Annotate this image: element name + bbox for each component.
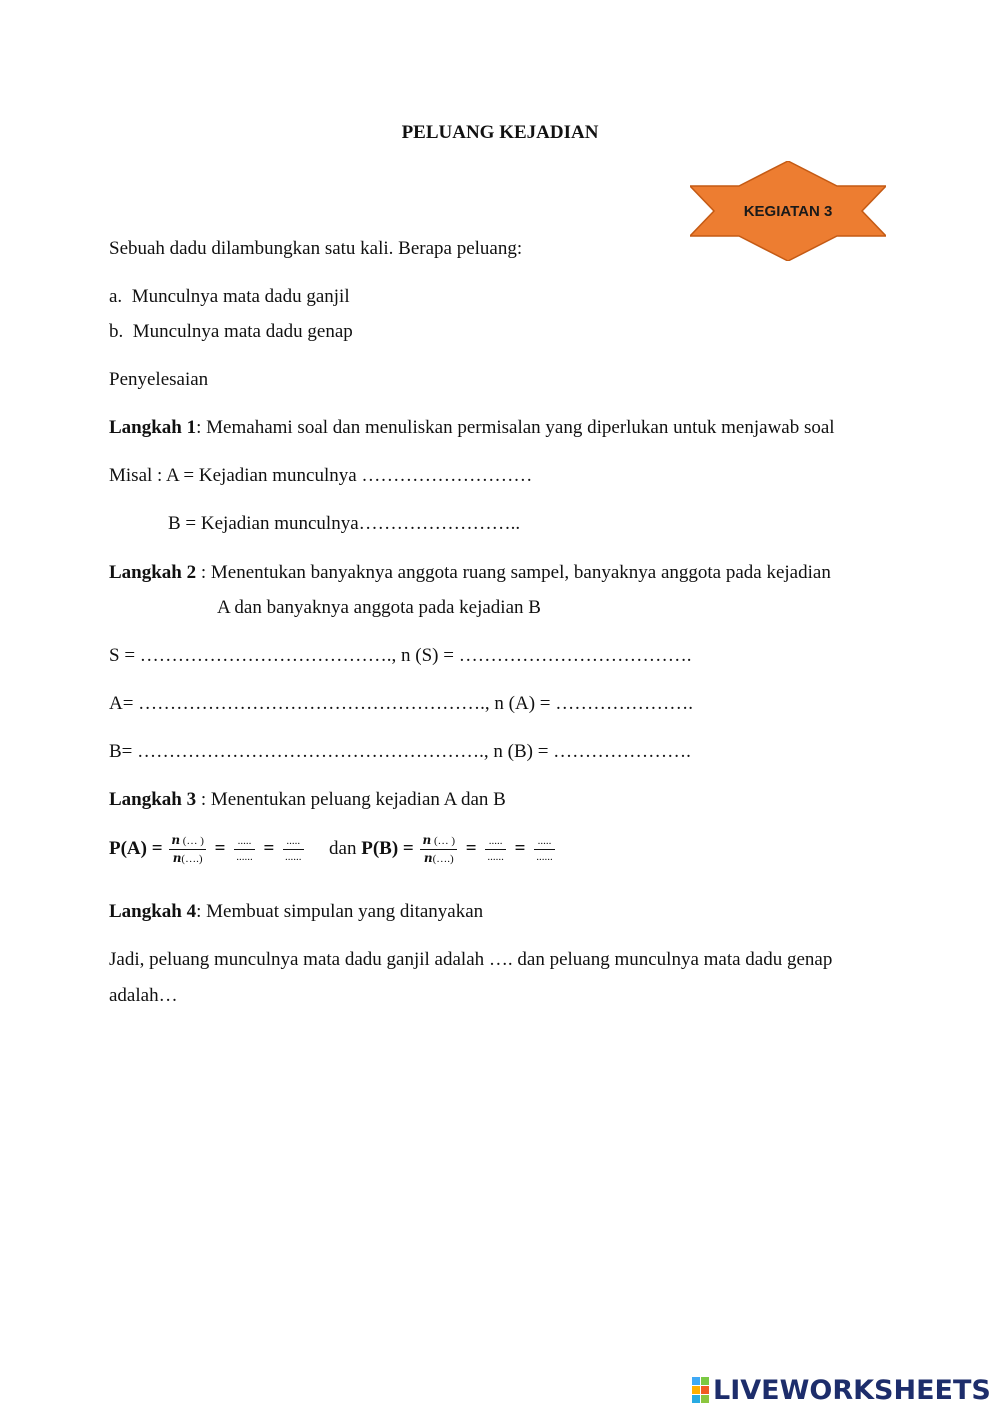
equals-sign: = — [263, 837, 275, 859]
step-2 — [109, 562, 831, 584]
pb-fraction-blank-1[interactable]: $\frac{.....}{......}$ — [487, 835, 504, 863]
step-1-label: Langkah 1 — [109, 417, 197, 438]
equals-sign: = — [465, 837, 477, 859]
event-b-line: B= ………………………………………………., n (B) = …………………. — [109, 741, 691, 762]
step-1-text: : Memahami soal dan menuliskan permisalan yang diperlukan untuk menjawab soal — [196, 417, 835, 438]
probability-formula — [109, 834, 557, 865]
step-1 — [109, 417, 835, 439]
pb-label: P(B) = — [361, 837, 414, 859]
step-3-text: : Menentukan peluang kejadian A dan B — [196, 789, 506, 810]
conclusion-line-2: adalah… — [109, 985, 178, 1006]
pa-fraction-blank-1[interactable]: $\frac{.....}{......}$ — [236, 835, 253, 863]
step-4-text: : Membuat simpulan yang ditanyakan — [196, 901, 484, 922]
step-4 — [109, 901, 483, 923]
question-item-b-marker: b. — [109, 321, 124, 342]
pa-fraction-n: $\frac{n (\dots )}{n(\dots.)}$ — [171, 833, 204, 865]
question-item-b — [109, 321, 353, 343]
question-item-a-text: Munculnya mata dadu ganjil — [131, 286, 350, 307]
pa-label: P(A) = — [109, 837, 163, 859]
sample-space-line: S = …………………………………., n (S) = ………………………………. — [109, 645, 692, 666]
equals-sign: = — [214, 837, 226, 859]
step-2-label: Langkah 2 — [109, 562, 197, 583]
pa-fraction-blank-2[interactable]: $\frac{.....}{......}$ — [285, 835, 302, 863]
pb-fraction-n: $\frac{n (\dots )}{n(\dots.)}$ — [422, 833, 456, 865]
liveworksheets-logo-text: LIVEWORKSHEETS — [713, 1374, 991, 1406]
step-3 — [109, 789, 506, 811]
misal-b-text: B = Kejadian munculnya…………………….. — [168, 513, 521, 534]
step-4-label: Langkah 4 — [109, 901, 197, 922]
solution-heading: Penyelesaian — [109, 369, 209, 390]
step-3-label: Langkah 3 — [109, 789, 197, 810]
step-2-continuation: A dan banyaknya anggota pada kejadian B — [217, 597, 541, 618]
event-a-line: A= ………………………………………………., n (A) = …………………. — [109, 693, 694, 714]
pb-fraction-blank-2[interactable]: $\frac{.....}{......}$ — [536, 835, 553, 863]
step-2-text: : Menentukan banyaknya anggota ruang sampel, banyaknya anggota pada kejadian — [196, 562, 831, 583]
conclusion-line-1: Jadi, peluang munculnya mata dadu ganjil adalah …. dan peluang munculnya mata dadu genap — [109, 949, 833, 970]
misal-a-line — [109, 465, 532, 487]
misal-b-line — [168, 513, 520, 535]
activity-badge — [690, 161, 886, 261]
question-intro: Sebuah dadu dilambungkan satu kali. Berapa peluang: — [109, 238, 523, 259]
conjunction-dan: dan — [329, 837, 357, 859]
equals-sign: = — [514, 837, 526, 859]
activity-badge-label: KEGIATAN 3 — [743, 202, 833, 220]
liveworksheets-logo — [692, 1374, 991, 1406]
misal-a-text: Misal : A = Kejadian munculnya ……………………… — [109, 465, 533, 486]
question-item-b-text: Munculnya mata dadu genap — [132, 321, 353, 342]
page-title: PELUANG KEJADIAN — [401, 122, 599, 143]
liveworksheets-mark-icon — [692, 1377, 709, 1403]
question-item-a — [109, 286, 350, 308]
question-item-a-marker: a. — [109, 286, 123, 307]
